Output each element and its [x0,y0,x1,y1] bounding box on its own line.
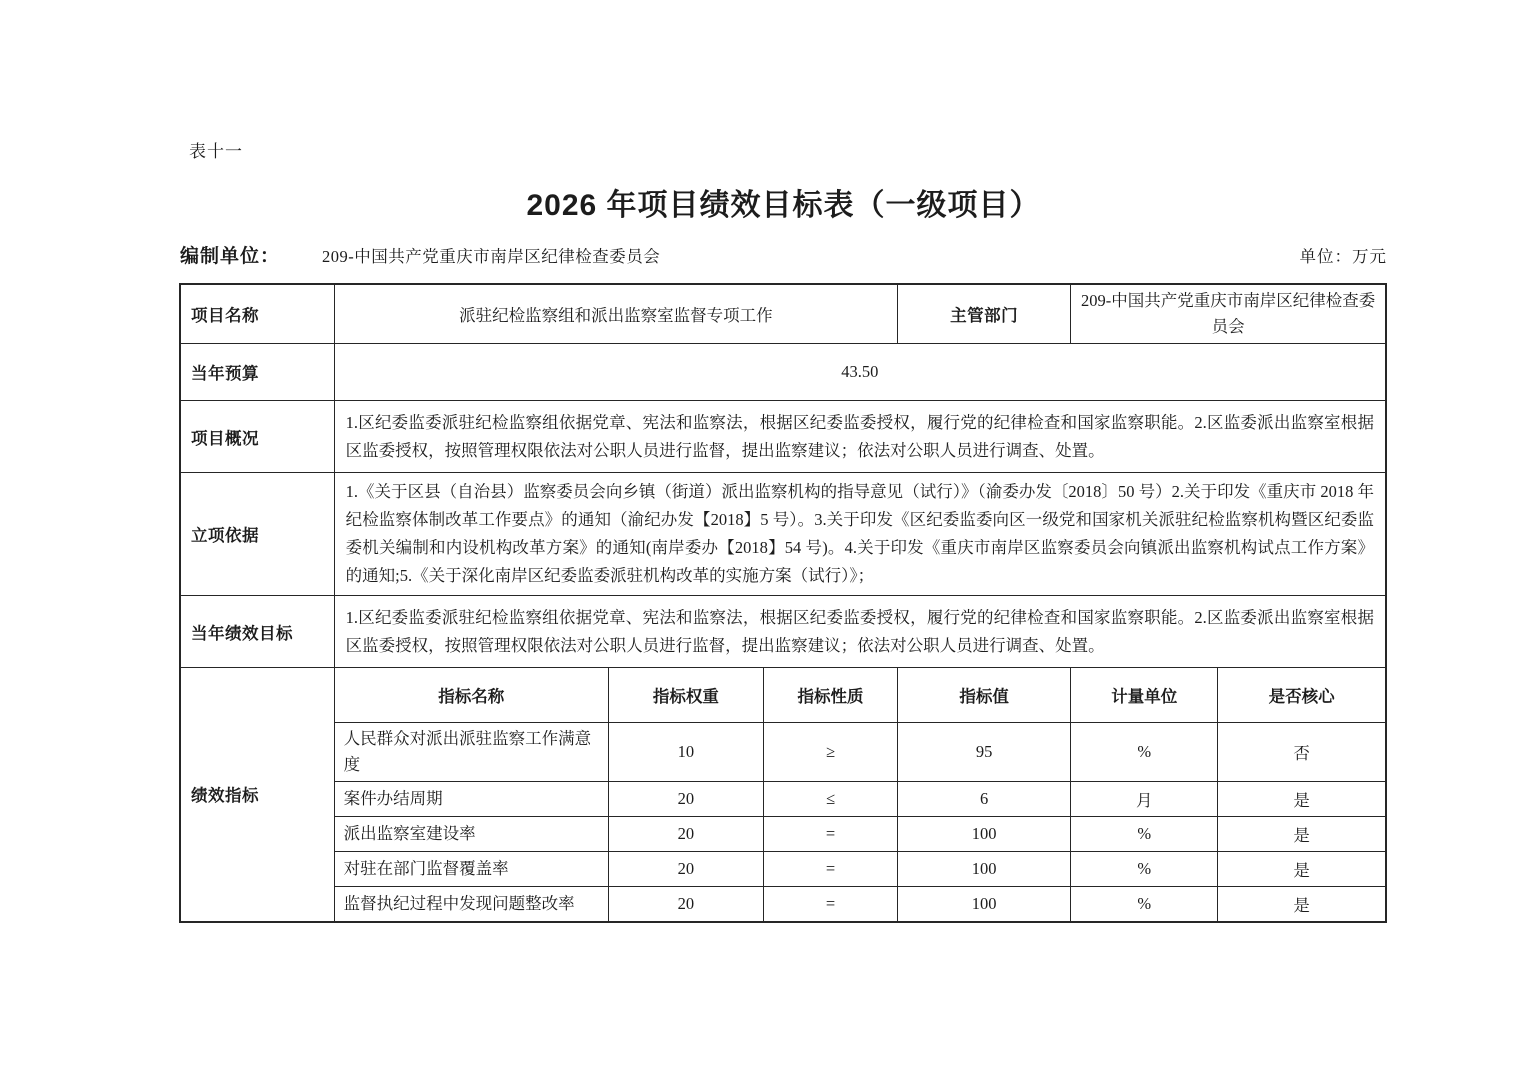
indicator-unit: 月 [1071,782,1218,817]
indicator-nature: = [763,887,897,922]
header-indicator-weight: 指标权重 [608,668,763,723]
table-row [180,401,1386,473]
target-label: 当年绩效目标 [180,596,334,668]
table-row [180,284,1386,344]
indicator-nature: ≥ [763,723,897,782]
indicators-label: 绩效指标 [180,668,334,922]
indicator-name: 案件办结周期 [334,782,608,817]
indicator-value: 100 [898,887,1071,922]
indicator-nature: ≤ [763,782,897,817]
performance-target-table [179,283,1387,923]
header-indicator-unit: 计量单位 [1071,668,1218,723]
indicator-value: 100 [898,817,1071,852]
table-tag: 表十一 [189,142,243,161]
indicator-name: 派出监察室建设率 [334,817,608,852]
indicator-name: 监督执纪过程中发现问题整改率 [334,887,608,922]
indicator-row [180,782,1386,817]
indicator-row [180,817,1386,852]
indicator-nature: = [763,852,897,887]
indicator-core: 是 [1218,782,1386,817]
overview-label: 项目概况 [180,401,334,473]
indicator-core: 是 [1218,817,1386,852]
indicator-unit: % [1071,852,1218,887]
indicator-weight: 20 [608,887,763,922]
indicator-value: 95 [898,723,1071,782]
indicator-weight: 20 [608,817,763,852]
indicator-row [180,852,1386,887]
table-row [180,596,1386,668]
indicator-unit: % [1071,817,1218,852]
dept-label: 主管部门 [898,284,1071,344]
unit-note: 单位：万元 [1299,247,1387,266]
indicator-value: 100 [898,852,1071,887]
indicator-row [180,723,1386,782]
meta-row [180,241,1387,268]
header-indicator-name: 指标名称 [334,668,608,723]
target-text: 1.区纪委监委派驻纪检监察组依据党章、宪法和监察法，根据区纪委监委授权，履行党的纪律检查和国家监察职能。2.区监委派出监察室根据区监委授权，按照管理权限依法对公职人员进行监督，提出监察建议；依法对公职人员进行调查、处置。 [334,596,1386,668]
indicator-core: 否 [1218,723,1386,782]
prepared-by-value: 209-中国共产党重庆市南岸区纪律检查委员会 [322,247,661,266]
header-indicator-nature: 指标性质 [763,668,897,723]
indicator-unit: % [1071,887,1218,922]
budget-value: 43.50 [334,344,1386,401]
basis-label: 立项依据 [180,473,334,596]
indicator-name: 对驻在部门监督覆盖率 [334,852,608,887]
prepared-by-label: 编制单位： [180,246,281,267]
header-indicator-value: 指标值 [898,668,1071,723]
table-row [180,473,1386,596]
project-name-value: 派驻纪检监察组和派出监察室监督专项工作 [334,284,897,344]
indicator-core: 是 [1218,852,1386,887]
indicator-header-row [180,668,1386,723]
table-row [180,344,1386,401]
indicator-weight: 20 [608,782,763,817]
project-name-label: 项目名称 [180,284,334,344]
budget-label: 当年预算 [180,344,334,401]
indicator-weight: 10 [608,723,763,782]
indicator-core: 是 [1218,887,1386,922]
dept-value: 209-中国共产党重庆市南岸区纪律检查委员会 [1071,284,1386,344]
indicator-nature: = [763,817,897,852]
indicator-row [180,887,1386,922]
basis-text: 1.《关于区县（自治县）监察委员会向乡镇（街道）派出监察机构的指导意见（试行）》（渝委办发〔2018〕50 号）2.关于印发《重庆市 2018 年纪检监察体制改革工作要点》的通知（渝纪办发【2018】5 号）。3.关于印发《区纪委监委向区一级党和国家机关派驻纪检监察机构暨区纪委监委机关编制和内设机构改革方案》的通知(南岸委办【2018】54 号)。4.关于印发《重庆市南岸区监察委员会向镇派出监察机构试点工作方案》的通知;5.《关于深化南岸区纪委监委派驻机构改革的实施方案（试行）》； [334,473,1386,596]
indicator-unit: % [1071,723,1218,782]
page-title: 2026 年项目绩效目标表（一级项目） [526,189,1041,222]
indicator-name: 人民群众对派出派驻监察工作满意度 [334,723,608,782]
indicator-value: 6 [898,782,1071,817]
header-indicator-core: 是否核心 [1218,668,1386,723]
overview-text: 1.区纪委监委派驻纪检监察组依据党章、宪法和监察法，根据区纪委监委授权，履行党的纪律检查和国家监察职能。2.区监委派出监察室根据区监委授权，按照管理权限依法对公职人员进行监督，提出监察建议；依法对公职人员进行调查、处置。 [334,401,1386,473]
indicator-weight: 20 [608,852,763,887]
